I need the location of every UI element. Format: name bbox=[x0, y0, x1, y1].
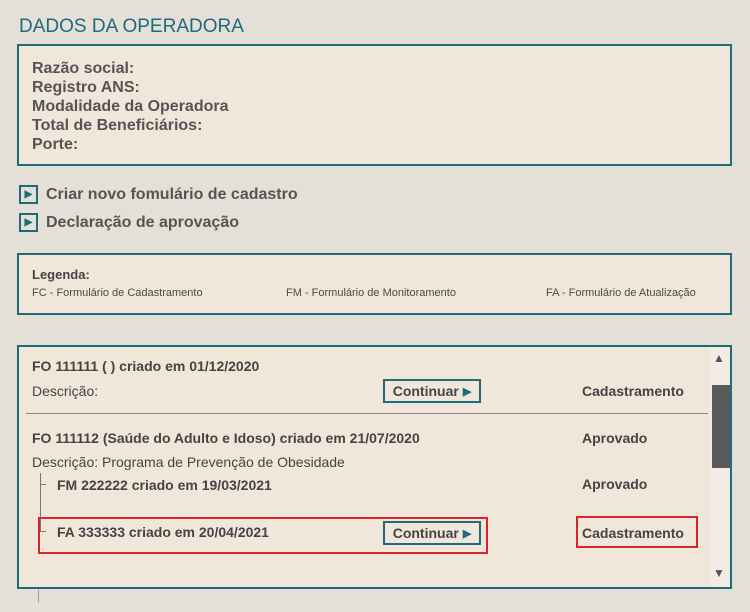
fo2-description: Descrição: Programa de Prevenção de Obesidade bbox=[32, 454, 345, 470]
fm-status: Aprovado bbox=[582, 476, 648, 492]
info-registro-ans: Registro ANS: bbox=[32, 79, 140, 96]
play-icon: ▶ bbox=[462, 527, 472, 540]
button-label: Continuar bbox=[392, 383, 459, 399]
legend-fm: FM - Formulário de Monitoramento bbox=[286, 287, 456, 299]
approval-declaration-link[interactable] bbox=[19, 213, 239, 232]
scrollbar-thumb[interactable] bbox=[712, 385, 730, 468]
fo2-title: FO 111112 (Saúde do Adulto e Idoso) criado em 21/07/2020 bbox=[32, 430, 420, 446]
legend-fc: FC - Formulário de Cadastramento bbox=[32, 287, 203, 299]
info-total-beneficiarios: Total de Beneficiários: bbox=[32, 117, 203, 134]
fa-status: Cadastramento bbox=[582, 525, 684, 541]
scroll-up-icon[interactable]: ▲ bbox=[713, 351, 725, 365]
tree-line bbox=[38, 590, 39, 602]
tree-branch bbox=[40, 484, 46, 485]
create-form-link[interactable] bbox=[19, 185, 298, 204]
fo2-status: Aprovado bbox=[582, 430, 648, 446]
page-title: DADOS DA OPERADORA bbox=[19, 16, 244, 37]
info-modalidade: Modalidade da Operadora bbox=[32, 98, 229, 115]
legend-fa: FA - Formulário de Atualização bbox=[546, 287, 696, 299]
operator-info-panel bbox=[17, 44, 732, 166]
fm-title: FM 222222 criado em 19/03/2021 bbox=[57, 477, 272, 493]
forms-list bbox=[17, 345, 732, 589]
fo1-status: Cadastramento bbox=[582, 383, 684, 399]
divider bbox=[26, 413, 708, 414]
scroll-down-icon[interactable]: ▼ bbox=[713, 566, 725, 580]
link-label: Criar novo fomulário de cadastro bbox=[46, 185, 298, 203]
fa-continue-button[interactable] bbox=[383, 521, 481, 545]
scrollbar[interactable] bbox=[710, 347, 730, 587]
fo1-description: Descrição: bbox=[32, 383, 99, 399]
button-label: Continuar bbox=[392, 525, 459, 541]
fa-title: FA 333333 criado em 20/04/2021 bbox=[57, 524, 269, 540]
link-label: Declaração de aprovação bbox=[46, 213, 239, 231]
play-icon: ▶ bbox=[462, 385, 472, 398]
info-porte: Porte: bbox=[32, 136, 79, 153]
info-razao-social: Razão social: bbox=[32, 60, 135, 77]
play-icon: ▶ bbox=[19, 213, 38, 232]
play-icon: ▶ bbox=[19, 185, 38, 204]
fo1-title: FO 111111 ( ) criado em 01/12/2020 bbox=[32, 358, 260, 374]
legend-panel bbox=[17, 253, 732, 315]
legend-heading: Legenda: bbox=[32, 267, 90, 282]
fo1-continue-button[interactable] bbox=[383, 379, 481, 403]
